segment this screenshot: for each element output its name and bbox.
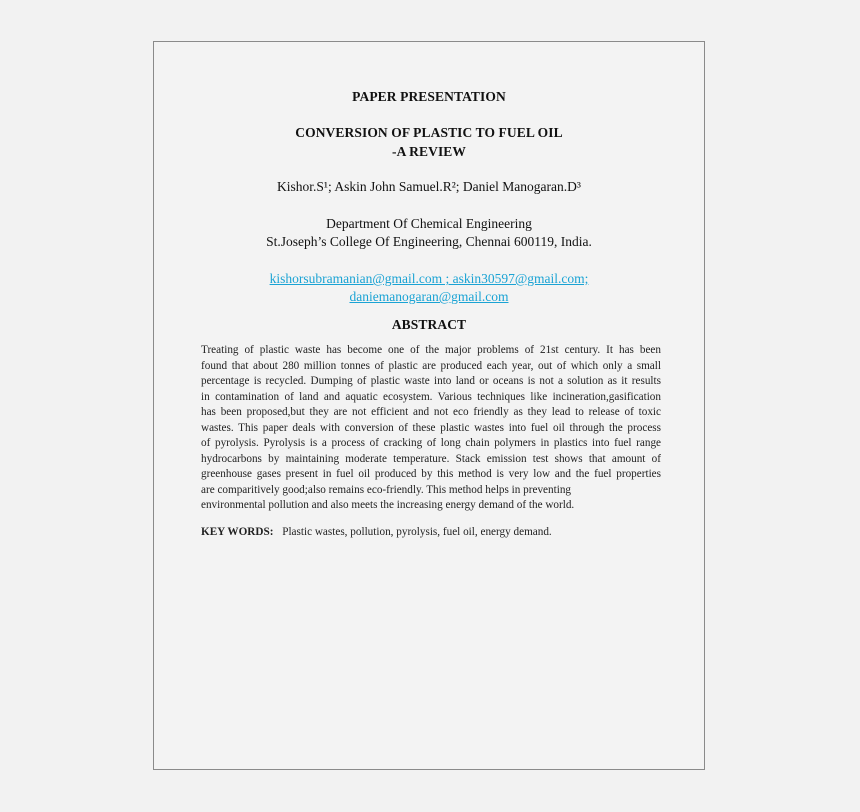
keywords-line xyxy=(201,526,552,538)
abstract-body xyxy=(201,343,661,514)
abstract-line: in contamination of land and aquatic ecosystem. Various techniques like incineration,gasification xyxy=(201,390,661,403)
abstract-line: hydrocarbons by maintaining moderate temperature. Stack emission test shows that amount of xyxy=(201,452,661,465)
abstract-heading: ABSTRACT xyxy=(391,317,467,332)
abstract-line: has been proposed,but they are not efficient and not eco friendly as they lead to release of toxic xyxy=(201,406,661,418)
email-block-1 xyxy=(154,270,704,288)
title-line-1: CONVERSION OF PLASTIC TO FUEL OIL xyxy=(295,125,563,140)
abstract-line: percentage is recycled. Dumping of plastic waste into land or oceans is not a solution as it results xyxy=(201,375,661,387)
keywords-label: KEY WORDS: xyxy=(201,526,274,538)
email-link-line-1[interactable]: kishorsubramanian@gmail.com ; askin30597@gmail.com; xyxy=(269,271,589,286)
abstract-line: environmental pollution and also meets the increasing energy demand of the world. xyxy=(201,499,575,511)
abstract-line: Treating of plastic waste has become one of the major problems of 21st century. It has been xyxy=(201,344,661,356)
abstract-line: greenhouse gases present in fuel oil produced by this method is very low and the fuel properties xyxy=(201,468,661,480)
college-line: St.Joseph’s College Of Engineering, Chennai 600119, India. xyxy=(266,234,592,249)
email-block-2 xyxy=(154,288,704,306)
authors-line: Kishor.S¹; Askin John Samuel.R²; Daniel Manogaran.D³ xyxy=(277,179,581,194)
abstract-line: of pyrolysis. Pyrolysis is a process of cracking of long chain polymers in plastics into fuel range xyxy=(201,437,661,449)
abstract-line: are comparitively good;also remains eco-friendly. This method helps in preventing xyxy=(201,483,572,496)
email-link-line-2[interactable]: daniemanogaran@gmail.com xyxy=(349,289,509,304)
department-line: Department Of Chemical Engineering xyxy=(326,216,532,231)
abstract-line: found that about 280 million tonnes of plastic are produced each year, out of which only a small xyxy=(201,359,661,372)
abstract-line: wastes. This paper deals with conversion of these plastic wastes into fuel oil through the process xyxy=(201,421,661,434)
document-page xyxy=(153,41,705,770)
paper-type-heading: PAPER PRESENTATION xyxy=(352,89,506,104)
keywords-text: Plastic wastes, pollution, pyrolysis, fuel oil, energy demand. xyxy=(282,526,552,538)
title-line-2: -A REVIEW xyxy=(391,144,467,159)
